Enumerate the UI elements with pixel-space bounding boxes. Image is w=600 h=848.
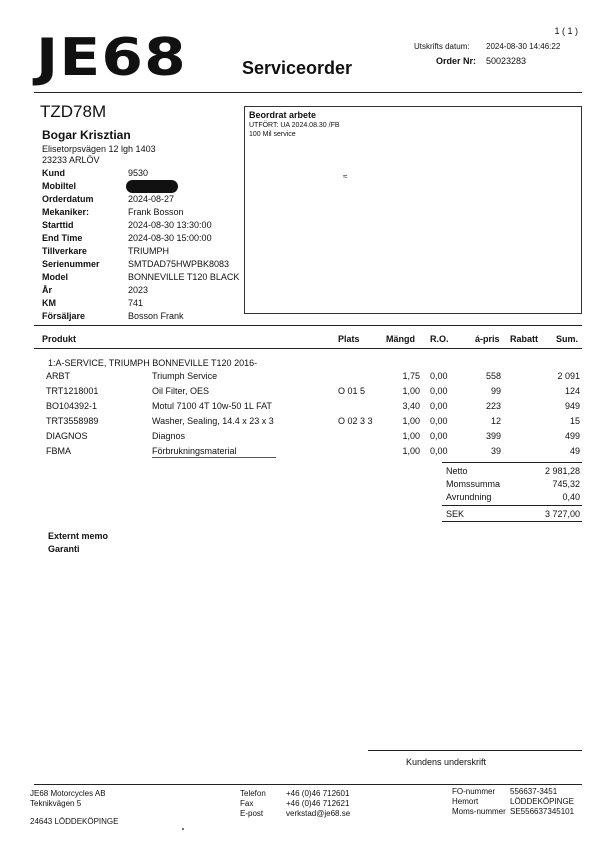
- memo-line: Garanti: [48, 544, 80, 554]
- totals-sum-divider: [442, 505, 582, 506]
- cell-plats: O 01 5: [338, 386, 366, 396]
- field-label: Mobiltel: [42, 181, 76, 191]
- table-row: [0, 416, 600, 432]
- section-heading: 1:A-SERVICE, TRIUMPH BONNEVILLE T120 2016-: [48, 358, 258, 368]
- order-nr-value: 50023283: [486, 56, 527, 66]
- cell-desc: Triumph Service: [152, 371, 218, 381]
- field-value: BONNEVILLE T120 BLACK: [128, 272, 240, 282]
- signature-line: [368, 750, 582, 751]
- footer-moms-value: SE556637345101: [510, 807, 575, 816]
- field-value: 2024-08-30 13:30:00: [128, 220, 212, 230]
- field-label: End Time: [42, 233, 83, 243]
- cell-apris: 12: [490, 416, 501, 426]
- table-header-divider: [34, 348, 582, 349]
- field-value: 9530: [128, 168, 149, 178]
- cell-mangd: 1,00: [402, 446, 420, 456]
- cell-mangd: 1,00: [402, 386, 420, 396]
- table-row: [0, 386, 600, 402]
- print-date-value: 2024-08-30 14:46:22: [486, 42, 561, 51]
- cell-ro: 0,00: [430, 446, 448, 456]
- field-label: Mekaniker:: [42, 207, 90, 217]
- page-counter: 1 ( 1 ): [554, 26, 578, 36]
- field-label: År: [42, 285, 53, 295]
- header-sum: Sum.: [556, 334, 579, 344]
- cell-mangd: 1,75: [402, 371, 420, 381]
- field-value: TRIUMPH: [128, 246, 169, 256]
- cell-code: ARBT: [46, 371, 71, 381]
- header-rabatt: Rabatt: [510, 334, 539, 344]
- memo-title: Externt memo: [48, 531, 109, 541]
- footer-email-value: verkstad@je68.se: [286, 809, 351, 818]
- cell-ro: 0,00: [430, 416, 448, 426]
- work-order-line: 100 Mil service: [249, 131, 296, 138]
- cell-desc: Oil Filter, OES: [152, 386, 210, 396]
- order-nr-label: Order Nr:: [436, 56, 477, 66]
- totals-bottom-divider: [442, 521, 582, 522]
- work-order-title: Beordrat arbete: [249, 110, 317, 120]
- cell-mangd: 1,00: [402, 416, 420, 426]
- footer-city: 24643 LÖDDEKÖPINGE: [30, 817, 119, 826]
- field-value: 2023: [128, 285, 149, 295]
- print-date-label: Utskrifts datum:: [414, 42, 470, 51]
- field-value: Bosson Frank: [128, 311, 184, 321]
- footer-tel-label: Telefon: [240, 789, 266, 798]
- header-plats: Plats: [338, 334, 360, 344]
- footer-email-label: E-post: [240, 809, 264, 818]
- work-order-line: UTFÖRT: UA 2024.08.30 /FB: [249, 122, 340, 129]
- footer-fo-value: 556637-3451: [510, 787, 558, 796]
- field-value: Frank Bosson: [128, 207, 184, 217]
- field-value: 741: [128, 298, 144, 308]
- cell-sum: 15: [569, 416, 580, 426]
- totals-label: Avrundning: [446, 492, 492, 502]
- row-underline: [152, 457, 276, 458]
- cell-code: FBMA: [46, 446, 72, 456]
- cell-sum: 124: [564, 386, 580, 396]
- cell-apris: 39: [490, 446, 501, 456]
- footer-hemort-label: Hemort: [452, 797, 479, 806]
- footer-hemort-value: LÖDDEKÖPINGE: [510, 797, 575, 806]
- cell-mangd: 1,00: [402, 431, 420, 441]
- field-label: Tillverkare: [42, 246, 87, 256]
- totals-value: 2 981,28: [544, 466, 580, 476]
- footer-tel-value: +46 (0)46 712601: [286, 789, 350, 798]
- field-value: 2024-08-30 15:00:00: [128, 233, 212, 243]
- footer-divider: [34, 784, 582, 785]
- header-divider: [34, 92, 582, 93]
- cell-desc: Washer, Sealing, 14.4 x 23 x 3: [152, 416, 274, 426]
- header-ro: R.O.: [430, 334, 449, 344]
- field-label: Kund: [42, 168, 65, 178]
- field-label: Starttid: [42, 220, 74, 230]
- cell-apris: 558: [485, 371, 501, 381]
- table-row: [0, 401, 600, 417]
- footer-fo-label: FO-nummer: [452, 787, 496, 796]
- cell-apris: 399: [485, 431, 501, 441]
- cell-ro: 0,00: [430, 431, 448, 441]
- cell-code: TRT1218001: [46, 386, 99, 396]
- cell-plats: O 02 3 3: [338, 416, 373, 426]
- table-row: [0, 431, 600, 447]
- cell-apris: 99: [490, 386, 501, 396]
- page-title: Serviceorder: [242, 58, 353, 78]
- totals-value: 0,40: [562, 492, 580, 502]
- cell-sum: 49: [569, 446, 580, 456]
- field-label: KM: [42, 298, 56, 308]
- cell-desc: Diagnos: [152, 431, 186, 441]
- table-row: [0, 446, 600, 462]
- cell-code: DIAGNOS: [46, 431, 88, 441]
- footer-fax-label: Fax: [240, 799, 254, 808]
- field-label: Serienummer: [42, 259, 100, 269]
- header-apris: á-pris: [475, 334, 500, 344]
- cell-ro: 0,00: [430, 401, 448, 411]
- table-row: [0, 371, 600, 387]
- cell-code: BO104392-1: [46, 401, 98, 411]
- footer-street: Teknikvägen 5: [30, 799, 82, 808]
- reg-number: TZD78M: [40, 102, 107, 121]
- cell-desc: Förbrukningsmaterial: [152, 446, 237, 456]
- field-label: Orderdatum: [42, 194, 94, 204]
- footer-moms-label: Moms-nummer: [452, 807, 506, 816]
- totals-label: SEK: [446, 509, 465, 519]
- cell-sum: 949: [564, 401, 580, 411]
- cell-desc: Motul 7100 4T 10w-50 1L FAT: [152, 401, 272, 411]
- redaction-mark: [126, 180, 178, 193]
- signature-label: Kundens underskrift: [406, 757, 487, 767]
- header-mangd: Mängd: [386, 334, 415, 344]
- cell-code: TRT3558989: [46, 416, 99, 426]
- logo: JE68: [36, 28, 187, 88]
- cell-sum: 499: [564, 431, 580, 441]
- cell-ro: 0,00: [430, 371, 448, 381]
- cell-ro: 0,00: [430, 386, 448, 396]
- customer-address: Elisetorpsvägen 12 lgh 1403: [42, 144, 156, 154]
- cell-sum: 2 091: [557, 371, 580, 381]
- customer-postal: 23233 ARLÖV: [42, 155, 100, 165]
- footer-company: JE68 Motorcycles AB: [30, 789, 106, 798]
- table-top-divider: [34, 325, 582, 326]
- field-value: 2024-08-27: [128, 194, 175, 204]
- header-product: Produkt: [42, 334, 77, 344]
- customer-name: Bogar Krisztian: [42, 128, 131, 142]
- totals-value: 745,32: [552, 479, 580, 489]
- footer-fax-value: +46 (0)46 712621: [286, 799, 350, 808]
- totals-label: Netto: [446, 466, 468, 476]
- totals-label: Momssumma: [446, 479, 501, 489]
- cell-mangd: 3,40: [402, 401, 420, 411]
- scan-mark: ≈: [343, 172, 348, 181]
- totals-top-divider: [442, 462, 582, 463]
- field-value: SMTDAD75HWPBK8083: [128, 259, 230, 269]
- field-label: Model: [42, 272, 68, 282]
- totals-value: 3 727,00: [544, 509, 580, 519]
- cell-apris: 223: [485, 401, 501, 411]
- field-label: Försäljare: [42, 311, 86, 321]
- scan-speck: [182, 828, 184, 830]
